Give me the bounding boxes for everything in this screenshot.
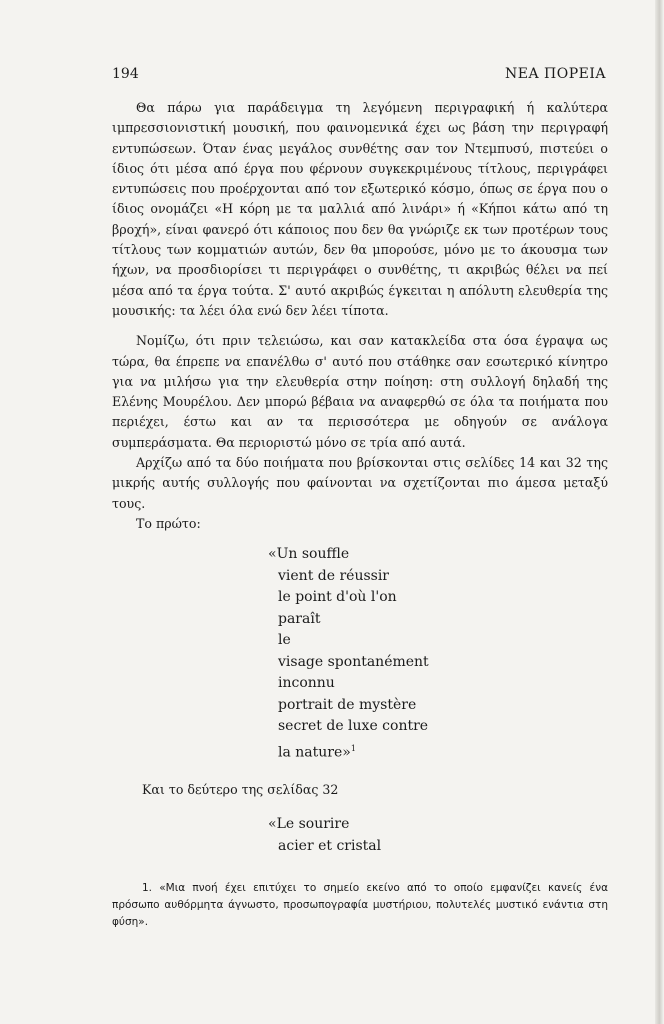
paragraph-1: Θα πάρω για παράδειγμα τη λεγόμενη περιγραφική ή καλύτερα ιμπρεσσιονιστική μουσική, που φαινομενικά έχει ως βάση την περιγραφή εντυπώσεων. Όταν ένας μεγάλος συνθέτης σαν τον Ντεμπυσύ, πιστεύει ο ίδιος ότι μέσα από έργα που φέρνουν συγκεκριμένους τίτλους, περιγράφει εντυπώσεις που προέρχονται από τον εξωτερικό κόσμο, όπως σε έργα που ο ίδιος ονομάζει «Η κόρη με τα μαλλιά από λινάρι» ή «Κήποι κάτω από τη βροχή», είναι φανερό ότι κάποιος που δεν θα γνώριζε εκ των προτέρων τους τίτλους των κομματιών αυτών, δεν θα μπορούσε, μόνο με το άκουσμα των ήχων, να προσδιορίσει τι περιγράφει ο συνθέτης, τι ακριβώς θέλει να πεί μέσα από τα έργα τούτα. Σ' αυτό ακριβώς έγκειται η απόλυτη ελευθερία της μουσικής: τα λέει όλα ενώ δεν λέει τίποτα.	[112, 100, 608, 318]
poem-line: portrait de mystère	[278, 696, 417, 713]
footnote-1: 1. «Μια πνοή έχει επιτύχει το σημείο εκείνο από το οποίο εμφανίζει κανείς ένα πρόσωπο αυθόρμητα άγνωστο, προσωπογραφία μυστήριου, πολυτελές μυστικό ενάντια στη φύση».	[112, 882, 608, 928]
paragraph-2: Νομίζω, ότι πριν τελειώσω, και σαν κατακλείδα στα όσα έγραψα ως τώρα, θα έπρεπε να επανέλθω σ' αυτό που στάθηκε σαν εσωτερικό κίνητρο για να μιλήσω για την ελευθερία στην ποίηση: στη συλλογή δηλαδή της Ελένης Μουρέλου. Δεν μπορώ βέβαια να αναφερθώ σε όλα τα ποιήματα που περιέχει, έστω και αν τα περισσότερα με οδηγούν σε ανάλογα συμπεράσματα. Θα περιοριστώ μόνο σε τρία από αυτά.	[112, 333, 608, 450]
intro-second-poem: Και το δεύτερο της σελίδας 32	[142, 781, 339, 797]
body-text	[112, 98, 608, 873]
poem-line: vient de réussir	[278, 567, 389, 584]
intro-first-poem: Το πρώτο:	[136, 515, 201, 531]
poem-2	[268, 814, 608, 857]
poem-line: paraît	[278, 610, 321, 627]
running-title: ΝΕΑ ΠΟΡΕΙΑ	[505, 66, 606, 82]
poem-line: le	[278, 632, 291, 649]
poem-line	[268, 738, 608, 764]
poem-line: le point d'où l'on	[278, 589, 397, 606]
poem-1	[268, 544, 608, 764]
poem-line: acier et cristal	[278, 837, 382, 854]
poem-line: inconnu	[278, 675, 335, 692]
poem-line: visage spontanément	[278, 653, 429, 670]
page-number: 194	[112, 66, 139, 82]
footnotes	[112, 880, 608, 931]
poem-line: «Un souffle	[268, 546, 350, 563]
paragraph-3: Αρχίζω από τα δύο ποιήματα που βρίσκονται στις σελίδες 14 και 32 της μικρής αυτής συλλογής που φαίνονται να σχετίζονται πιο άμεσα μεταξύ τους.	[112, 455, 608, 511]
poem-line: secret de luxe contre	[278, 718, 429, 735]
footnote-marker: 1	[350, 743, 356, 753]
poem-line-text: la nature»	[278, 744, 351, 761]
page-edge	[655, 0, 664, 1024]
poem-line: «Le sourire	[268, 816, 350, 833]
